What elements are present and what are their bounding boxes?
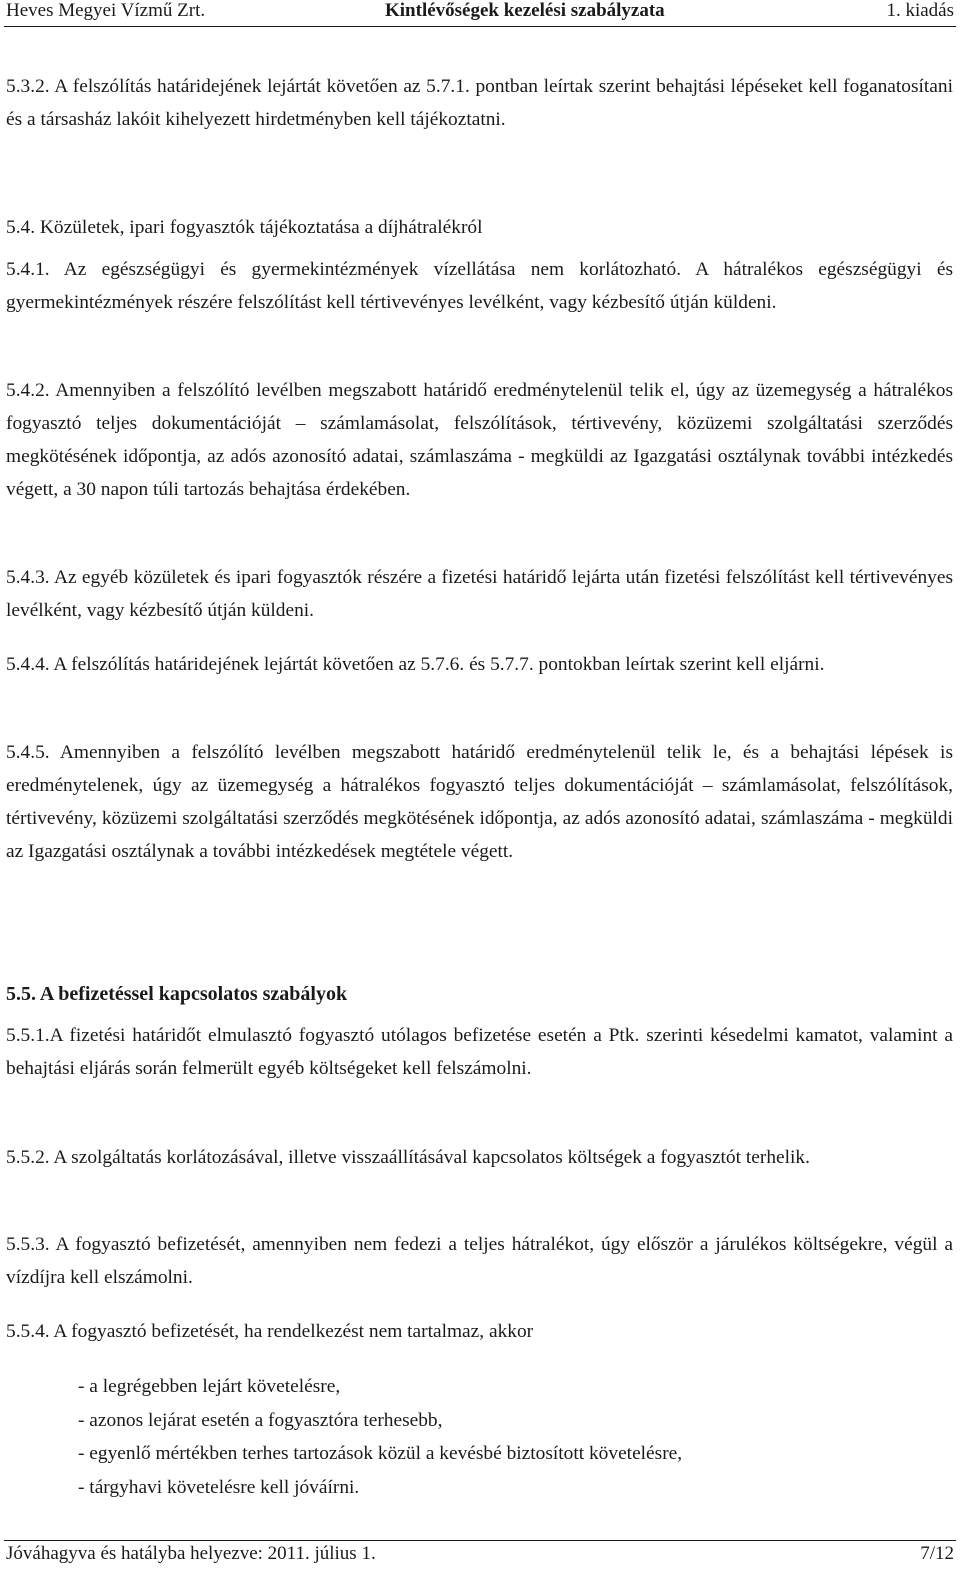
heading-5-4: 5.4. Közületek, ipari fogyasztók tájékoztatása a díjhátralékról — [6, 217, 483, 238]
list-item: - azonos lejárat esetén a fogyasztóra terhesebb, — [78, 1409, 443, 1431]
paragraph-5-5-1: 5.5.1.A fizetési határidőt elmulasztó fogyasztó utólagos befizetése esetén a Ptk. szerinti késedelmi kamatot, valamint a behajtási eljárás során felmerült egyéb költségeket kell felszámolni. — [6, 1025, 953, 1079]
paragraph-5-5-3: 5.5.3. A fogyasztó befizetését, amennyiben nem fedezi a teljes hátralékot, úgy először a járulékos költségekre, végül a vízdíjra kell elszámolni. — [6, 1234, 953, 1288]
paragraph-5-4-2: 5.4.2. Amennyiben a felszólító levélben megszabott határidő eredménytelenül telik el, úgy az üzemegység a hátralékos fogyasztó teljes dokumentációját – számlamásolat, felszólítások, tértivevény, közüzemi szolgáltatási szerződés megkötésének időpontja, az adós azonosító adatai, számlaszáma - megküldi az Igazgatási osztálynak további intézkedés végett, a 30 napon túli tartozás behajtása érdekében. — [6, 380, 953, 500]
list-item: - tárgyhavi követelésre kell jóváírni. — [78, 1476, 360, 1498]
page-footer — [0, 1542, 960, 1566]
list-item: - a legrégebben lejárt követelésre, — [78, 1376, 341, 1397]
header-company: Heves Megyei Vízmű Zrt. — [6, 0, 206, 21]
footer-approval: Jóváhagyva és hatályba helyezve: 2011. július 1. — [6, 1543, 376, 1564]
paragraph-5-3-2: 5.3.2. A felszólítás határidejének lejártát követően az 5.7.1. pontban leírtak szerint behajtási lépéseket kell foganatosítani és a társasház lakóit kihelyezett hirdetményben kell tájékoztatni. — [6, 76, 953, 130]
paragraph-5-4-4: 5.4.4. A felszólítás határidejének lejártát követően az 5.7.6. és 5.7.7. pontokban leírtak szerint kell eljárni. — [6, 654, 825, 675]
heading-5-5: 5.5. A befizetéssel kapcsolatos szabályok — [6, 983, 348, 1005]
paragraph-5-4-5: 5.4.5. Amennyiben a felszólító levélben megszabott határidő eredménytelenül telik le, és a behajtási lépések is eredménytelenek, úgy az üzemegység a hátralékos fogyasztó teljes dokumentációját – számlamásolat, felszólítások, tértivevény, közüzemi szolgáltatási szerződés megkötésének időpontja, az adós azonosító adatai, számlaszáma - megküldi az Igazgatási osztálynak a további intézkedések megtétele végett. — [6, 742, 953, 862]
page-header — [0, 0, 960, 22]
list-item: - egyenlő mértékben terhes tartozások közül a kevésbé biztosított követelésre, — [78, 1443, 683, 1464]
paragraph-5-5-2: 5.5.2. A szolgáltatás korlátozásával, illetve visszaállításával kapcsolatos költségek a fogyasztót terhelik. — [6, 1147, 810, 1168]
header-title: Kintlévőségek kezelési szabályzata — [385, 0, 665, 21]
footer-rule — [4, 1540, 956, 1541]
page-number: 7/12 — [920, 1543, 954, 1564]
paragraph-5-4-3: 5.4.3. Az egyéb közületek és ipari fogyasztók részére a fizetési határidő lejárta után fizetési felszólítást kell tértivevényes levélként, vagy kézbesítő útján küldeni. — [6, 567, 953, 621]
paragraph-5-4-1: 5.4.1. Az egészségügyi és gyermekintézmények vízellátása nem korlátozható. A hátralékos egészségügyi és gyermekintézmények részére felszólítást kell tértivevényes levélként, vagy kézbesítő útján küldeni. — [6, 259, 953, 313]
allocation-list — [78, 1370, 682, 1504]
paragraph-5-5-4: 5.5.4. A fogyasztó befizetését, ha rendelkezést nem tartalmaz, akkor — [6, 1321, 534, 1342]
header-edition: 1. kiadás — [886, 0, 954, 21]
header-rule — [4, 26, 956, 27]
